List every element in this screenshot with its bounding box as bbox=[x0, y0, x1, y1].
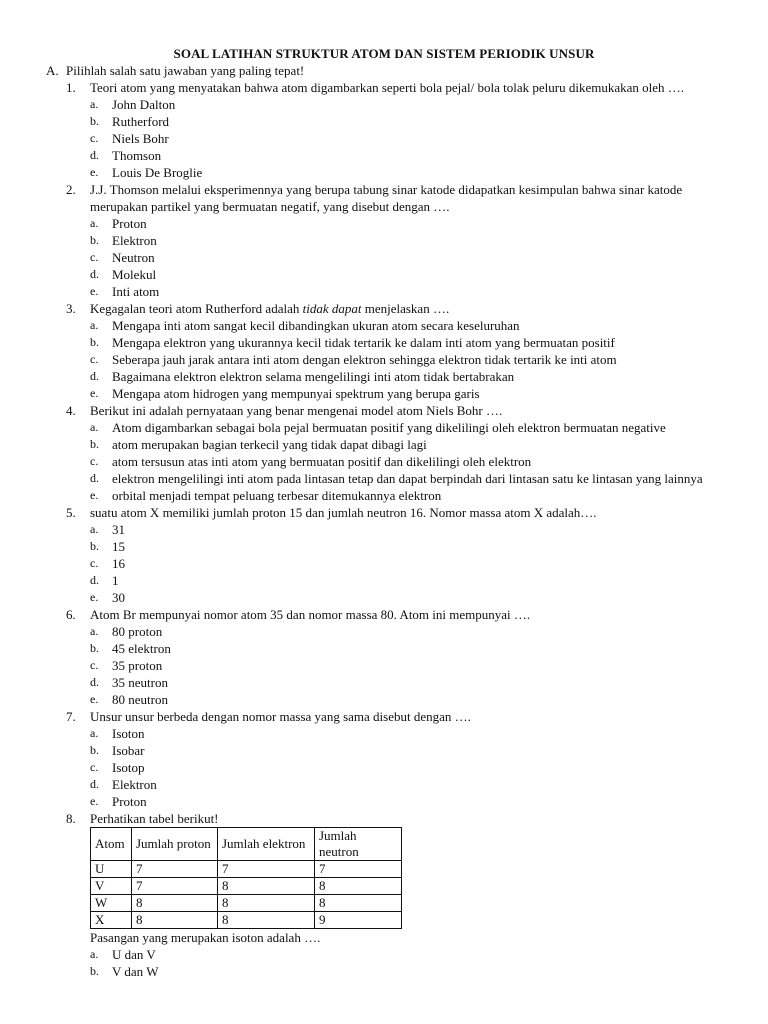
option-text: Molekul bbox=[112, 267, 157, 282]
table-row bbox=[91, 878, 402, 895]
option-a bbox=[90, 521, 746, 538]
option-a bbox=[90, 419, 746, 436]
option-d bbox=[90, 572, 746, 589]
question-text: Berikut ini adalah pernyataan yang benar mengenai model atom Niels Bohr …. bbox=[90, 403, 503, 418]
option-c bbox=[90, 453, 746, 470]
question-text: Unsur unsur berbeda dengan nomor massa yang sama disebut dengan …. bbox=[90, 709, 471, 724]
question-text: Perhatikan tabel berikut! bbox=[90, 811, 219, 826]
question-text-part: menjelaskan …. bbox=[361, 301, 450, 316]
table-cell: U bbox=[91, 861, 132, 878]
option-letter: c. bbox=[90, 760, 99, 774]
table-cell: 8 bbox=[315, 878, 402, 895]
option-e bbox=[90, 793, 746, 810]
option-text: 15 bbox=[112, 539, 125, 554]
question-followup-text: Pasangan yang merupakan isoton adalah …. bbox=[90, 930, 321, 945]
table-row bbox=[91, 861, 402, 878]
table-cell: V bbox=[91, 878, 132, 895]
option-text: Elektron bbox=[112, 233, 157, 248]
question-text: J.J. Thomson melalui eksperimennya yang berupa tabung sinar katode didapatkan kesimpulan bahwa sinar katode merupakan partikel yang bermuatan negatif, yang disebut dengan …. bbox=[90, 182, 683, 214]
question-1 bbox=[46, 79, 746, 181]
option-text: Isotop bbox=[112, 760, 145, 775]
option-letter: c. bbox=[90, 131, 99, 145]
option-d bbox=[90, 470, 746, 487]
table-row bbox=[91, 912, 402, 929]
option-letter: e. bbox=[90, 488, 99, 502]
table-header: Jumlah elektron bbox=[218, 828, 315, 861]
question-text-emphasis: tidak dapat bbox=[302, 301, 362, 316]
option-letter: a. bbox=[90, 726, 99, 740]
question-3 bbox=[46, 300, 746, 402]
option-letter: e. bbox=[90, 284, 99, 298]
question-number: 8. bbox=[66, 811, 76, 826]
option-letter: a. bbox=[90, 624, 99, 638]
question-number: 2. bbox=[66, 182, 76, 197]
table-cell: 7 bbox=[132, 861, 218, 878]
option-list bbox=[46, 725, 746, 810]
option-b bbox=[90, 963, 746, 980]
option-a bbox=[90, 623, 746, 640]
option-text: 1 bbox=[112, 573, 119, 588]
option-e bbox=[90, 164, 746, 181]
option-letter: e. bbox=[90, 590, 99, 604]
option-a bbox=[90, 215, 746, 232]
option-c bbox=[90, 130, 746, 147]
option-list bbox=[46, 946, 746, 980]
option-c bbox=[90, 657, 746, 674]
question-5 bbox=[46, 504, 746, 606]
option-c bbox=[90, 555, 746, 572]
option-letter: b. bbox=[90, 233, 99, 247]
option-letter: c. bbox=[90, 352, 99, 366]
option-letter: a. bbox=[90, 97, 99, 111]
option-text: John Dalton bbox=[112, 97, 176, 112]
option-text: atom merupakan bagian terkecil yang tidak dapat dibagi lagi bbox=[112, 437, 427, 452]
option-letter: b. bbox=[90, 114, 99, 128]
section-header bbox=[46, 62, 746, 79]
option-letter: a. bbox=[90, 318, 99, 332]
option-text: 31 bbox=[112, 522, 125, 537]
option-text: Seberapa jauh jarak antara inti atom dengan elektron sehingga elektron tidak tertarik ke inti atom bbox=[112, 352, 617, 367]
question-text: Atom Br mempunyai nomor atom 35 dan nomor massa 80. Atom ini mempunyai …. bbox=[90, 607, 531, 622]
question-list bbox=[46, 79, 746, 980]
option-letter: a. bbox=[90, 522, 99, 536]
option-text: 16 bbox=[112, 556, 125, 571]
question-text: suatu atom X memiliki jumlah proton 15 dan jumlah neutron 16. Nomor massa atom X adalah…. bbox=[90, 505, 597, 520]
option-e bbox=[90, 487, 746, 504]
option-c bbox=[90, 351, 746, 368]
option-text: 80 neutron bbox=[112, 692, 168, 707]
option-letter: d. bbox=[90, 675, 99, 689]
question-number: 3. bbox=[66, 301, 76, 316]
question-number: 5. bbox=[66, 505, 76, 520]
option-letter: e. bbox=[90, 386, 99, 400]
option-letter: b. bbox=[90, 437, 99, 451]
option-letter: a. bbox=[90, 947, 99, 961]
option-text: 30 bbox=[112, 590, 125, 605]
option-letter: b. bbox=[90, 743, 99, 757]
section-instruction: Pilihlah salah satu jawaban yang paling tepat! bbox=[66, 63, 305, 78]
section-letter: A. bbox=[46, 63, 59, 78]
option-letter: c. bbox=[90, 454, 99, 468]
option-text: 35 neutron bbox=[112, 675, 168, 690]
question-6 bbox=[46, 606, 746, 708]
question-text-part: Kegagalan teori atom Rutherford adalah bbox=[90, 301, 303, 316]
option-d bbox=[90, 776, 746, 793]
option-c bbox=[90, 759, 746, 776]
option-a bbox=[90, 946, 746, 963]
option-letter: d. bbox=[90, 777, 99, 791]
option-b bbox=[90, 334, 746, 351]
option-letter: b. bbox=[90, 641, 99, 655]
option-text: Elektron bbox=[112, 777, 157, 792]
option-a bbox=[90, 725, 746, 742]
option-letter: e. bbox=[90, 692, 99, 706]
option-b bbox=[90, 640, 746, 657]
option-d bbox=[90, 147, 746, 164]
option-e bbox=[90, 589, 746, 606]
table-cell: 7 bbox=[315, 861, 402, 878]
option-letter: d. bbox=[90, 369, 99, 383]
option-text: atom tersusun atas inti atom yang bermuatan positif dan dikelilingi oleh elektron bbox=[112, 454, 532, 469]
option-text: Inti atom bbox=[112, 284, 160, 299]
option-list bbox=[46, 623, 746, 708]
option-text: V dan W bbox=[112, 964, 159, 979]
option-letter: b. bbox=[90, 964, 99, 978]
question-number: 6. bbox=[66, 607, 76, 622]
option-letter: d. bbox=[90, 267, 99, 281]
option-text: Louis De Broglie bbox=[112, 165, 203, 180]
option-b bbox=[90, 742, 746, 759]
table-cell: 8 bbox=[315, 895, 402, 912]
section-a bbox=[46, 62, 746, 980]
option-c bbox=[90, 249, 746, 266]
table-header: Jumlah proton bbox=[132, 828, 218, 861]
document-title: SOAL LATIHAN STRUKTUR ATOM DAN SISTEM PERIODIK UNSUR bbox=[173, 46, 595, 61]
option-d bbox=[90, 266, 746, 283]
option-text: Bagaimana elektron elektron selama mengelilingi inti atom tidak bertabrakan bbox=[112, 369, 515, 384]
option-letter: b. bbox=[90, 335, 99, 349]
option-text: Mengapa elektron yang ukurannya kecil tidak tertarik ke dalam inti atom yang bermuatan positif bbox=[112, 335, 615, 350]
option-letter: d. bbox=[90, 471, 99, 485]
table-cell: 8 bbox=[218, 912, 315, 929]
option-text: Mengapa atom hidrogen yang mempunyai spektrum yang berupa garis bbox=[112, 386, 480, 401]
table-cell: W bbox=[91, 895, 132, 912]
option-text: elektron mengelilingi inti atom pada lintasan tetap dan dapat berpindah dari lintasan satu ke lintasan yang lainnya bbox=[112, 471, 703, 486]
table-cell: 9 bbox=[315, 912, 402, 929]
option-text: Proton bbox=[112, 216, 147, 231]
option-letter: d. bbox=[90, 148, 99, 162]
table-row bbox=[91, 895, 402, 912]
option-text: U dan V bbox=[112, 947, 156, 962]
question-4 bbox=[46, 402, 746, 504]
option-letter: b. bbox=[90, 539, 99, 553]
question-number: 4. bbox=[66, 403, 76, 418]
option-d bbox=[90, 368, 746, 385]
option-list bbox=[46, 317, 746, 402]
option-list bbox=[46, 419, 746, 504]
option-letter: d. bbox=[90, 573, 99, 587]
option-list bbox=[46, 96, 746, 181]
atom-table bbox=[90, 827, 402, 929]
table-header: Jumlah neutron bbox=[315, 828, 402, 861]
option-d bbox=[90, 674, 746, 691]
option-text: Mengapa inti atom sangat kecil dibandingkan ukuran atom secara keseluruhan bbox=[112, 318, 520, 333]
option-text: Thomson bbox=[112, 148, 162, 163]
table-cell: 8 bbox=[218, 878, 315, 895]
option-b bbox=[90, 232, 746, 249]
question-text bbox=[90, 300, 730, 317]
table-header-row bbox=[91, 828, 402, 861]
option-letter: a. bbox=[90, 420, 99, 434]
table-cell: 7 bbox=[132, 878, 218, 895]
option-e bbox=[90, 691, 746, 708]
option-text: Rutherford bbox=[112, 114, 170, 129]
option-text: Atom digambarkan sebagai bola pejal bermuatan positif yang dikelilingi oleh elektron bermuatan negative bbox=[112, 420, 666, 435]
option-b bbox=[90, 113, 746, 130]
option-e bbox=[90, 385, 746, 402]
table-cell: 7 bbox=[218, 861, 315, 878]
option-a bbox=[90, 317, 746, 334]
option-b bbox=[90, 436, 746, 453]
question-number: 1. bbox=[66, 80, 76, 95]
option-letter: c. bbox=[90, 556, 99, 570]
question-text: Teori atom yang menyatakan bahwa atom digambarkan seperti bola pejal/ bola tolak peluru dikemukakan oleh …. bbox=[90, 80, 685, 95]
option-text: 35 proton bbox=[112, 658, 163, 673]
option-e bbox=[90, 283, 746, 300]
option-text: orbital menjadi tempat peluang terbesar ditemukannya elektron bbox=[112, 488, 442, 503]
option-list bbox=[46, 215, 746, 300]
option-text: Neutron bbox=[112, 250, 155, 265]
table-cell: 8 bbox=[218, 895, 315, 912]
table-cell: 8 bbox=[132, 912, 218, 929]
option-a bbox=[90, 96, 746, 113]
option-text: 80 proton bbox=[112, 624, 163, 639]
option-letter: e. bbox=[90, 165, 99, 179]
question-7 bbox=[46, 708, 746, 810]
option-letter: c. bbox=[90, 250, 99, 264]
table-cell: 8 bbox=[132, 895, 218, 912]
question-8 bbox=[46, 810, 746, 980]
option-text: Proton bbox=[112, 794, 147, 809]
table-header: Atom bbox=[91, 828, 132, 861]
option-letter: c. bbox=[90, 658, 99, 672]
option-text: 45 elektron bbox=[112, 641, 171, 656]
option-text: Isoton bbox=[112, 726, 145, 741]
option-text: Niels Bohr bbox=[112, 131, 169, 146]
option-text: Isobar bbox=[112, 743, 145, 758]
question-2 bbox=[46, 181, 746, 300]
option-letter: a. bbox=[90, 216, 99, 230]
option-letter: e. bbox=[90, 794, 99, 808]
question-number: 7. bbox=[66, 709, 76, 724]
option-list bbox=[46, 521, 746, 606]
table-cell: X bbox=[91, 912, 132, 929]
option-b bbox=[90, 538, 746, 555]
